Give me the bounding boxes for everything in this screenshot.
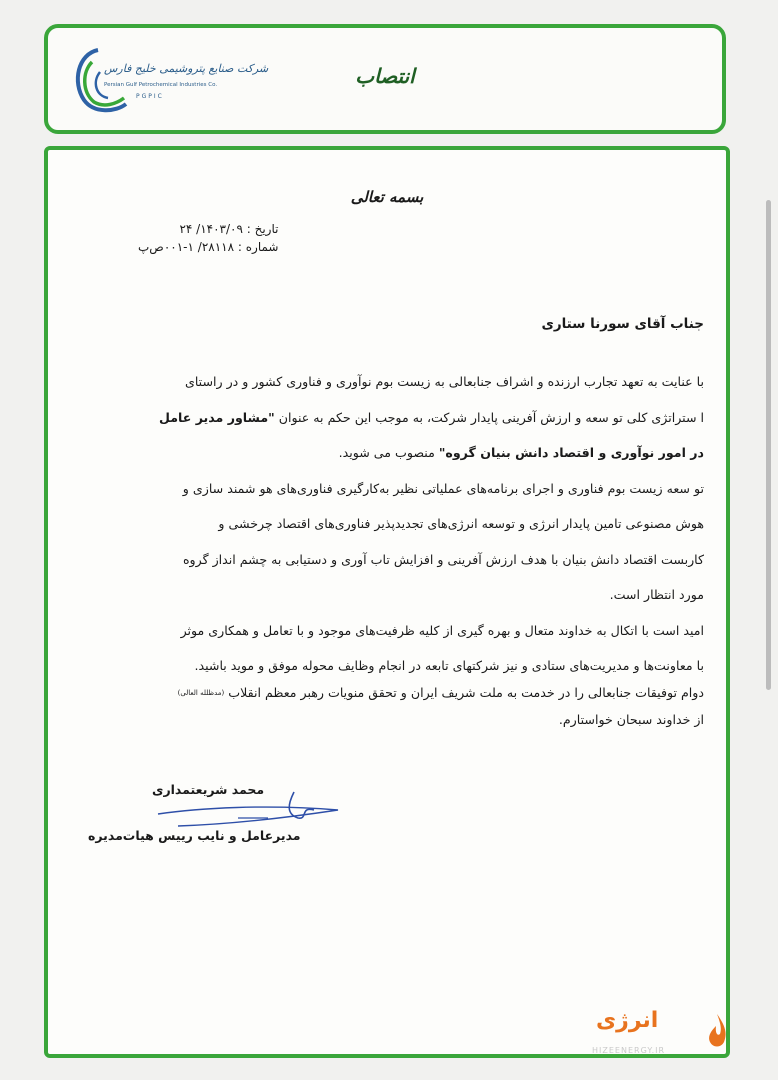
watermark-url: HIZEENERGY.IR <box>592 1046 666 1055</box>
date-row <box>138 220 278 238</box>
body-line: با عنایت به تعهد تجارب ارزنده و اشراف جنابعالی به زیست بوم نوآوری و فناوری کشور و در راستای <box>184 374 704 389</box>
site-watermark <box>588 1008 738 1068</box>
body-line: از خداوند سبحان خواستارم. <box>558 712 704 727</box>
logo-abbr: PGPIC <box>136 93 164 100</box>
logo-name-en: Persian Gulf Petrochemical Industries Co. <box>104 82 218 88</box>
number-row <box>138 238 278 256</box>
header-frame <box>44 24 726 134</box>
bismillah: بسمه تعالی <box>350 188 424 206</box>
letter-meta <box>138 220 278 256</box>
scrollbar[interactable] <box>766 200 771 690</box>
body-line: امید است با اتکال به خداوند متعال و بهره گیری از کلیه ظرفیت‌های موجود و با تعامل و همکاری موثر <box>180 622 704 638</box>
number-value: ۲۸۱۱۸/ ۱-۰۰۱ص‌پ <box>138 240 235 254</box>
body-line: با معاونت‌ها و مدیریت‌های ستادی و نیز شرکتهای تابعه در انجام وظایف محوله موفق و موید باشید. <box>194 658 704 673</box>
letter-frame <box>44 146 730 1058</box>
position-title-cont: در امور نوآوری و اقتصاد دانش بنیان گروه" <box>438 445 704 460</box>
addressee: جناب آقای سورنا ستاری <box>541 316 704 332</box>
watermark-brand: انرژی <box>596 1008 659 1033</box>
flame-icon <box>704 1012 730 1050</box>
body-line: مورد انتظار است. <box>609 587 704 602</box>
position-title: "مشاور مدیر عامل <box>158 409 275 425</box>
honorific: (مدظلله العالی) <box>177 689 225 697</box>
body-line: ا ستراتژی کلی تو سعه و ارزش آفرینی پایدار شرکت، به موجب این حکم به عنوان "مشاور مدیر عامل <box>158 409 704 425</box>
letter-body <box>64 372 704 746</box>
date-label: تاریخ : <box>246 222 279 236</box>
date-value: ۱۴۰۳/۰۹/ ۲۴ <box>179 222 243 236</box>
page-title: انتصاب <box>355 64 415 88</box>
body-line: تو سعه زیست بوم فناوری و اجرای برنامه‌های عملیاتی نظیر به‌کارگیری فناوری‌های هو شمند سازی و <box>182 480 704 496</box>
body-line: کاربست اقتصاد دانش بنیان با هدف ارزش آفرینی و افزایش تاب آوری و دستیابی به چشم انداز گروه <box>182 551 704 567</box>
signature-block <box>78 776 348 856</box>
number-label: شماره : <box>237 240 279 254</box>
body-line: دوام توفیقات جنابعالی را در خدمت به ملت شریف ایران و تحقق منویات رهبر معظم انقلاب $^{(مدظلله العالی)}$ <box>177 685 704 700</box>
body-line: در امور نوآوری و اقتصاد دانش بنیان گروه" منصوب می شوید. <box>338 445 704 460</box>
body-line: هوش مصنوعی تامین پایدار انرژی و توسعه انرژی‌های تجدیدپذیر فناوری‌های اقتصاد چرخشی و <box>218 516 704 531</box>
signer-name: محمد شریعتمداری <box>152 782 265 797</box>
logo-name-fa: شرکت صنایع پتروشیمی خلیج فارس <box>104 62 269 75</box>
signer-title: مدیرعامل و نایب رییس هیات‌مدیره <box>88 828 301 843</box>
